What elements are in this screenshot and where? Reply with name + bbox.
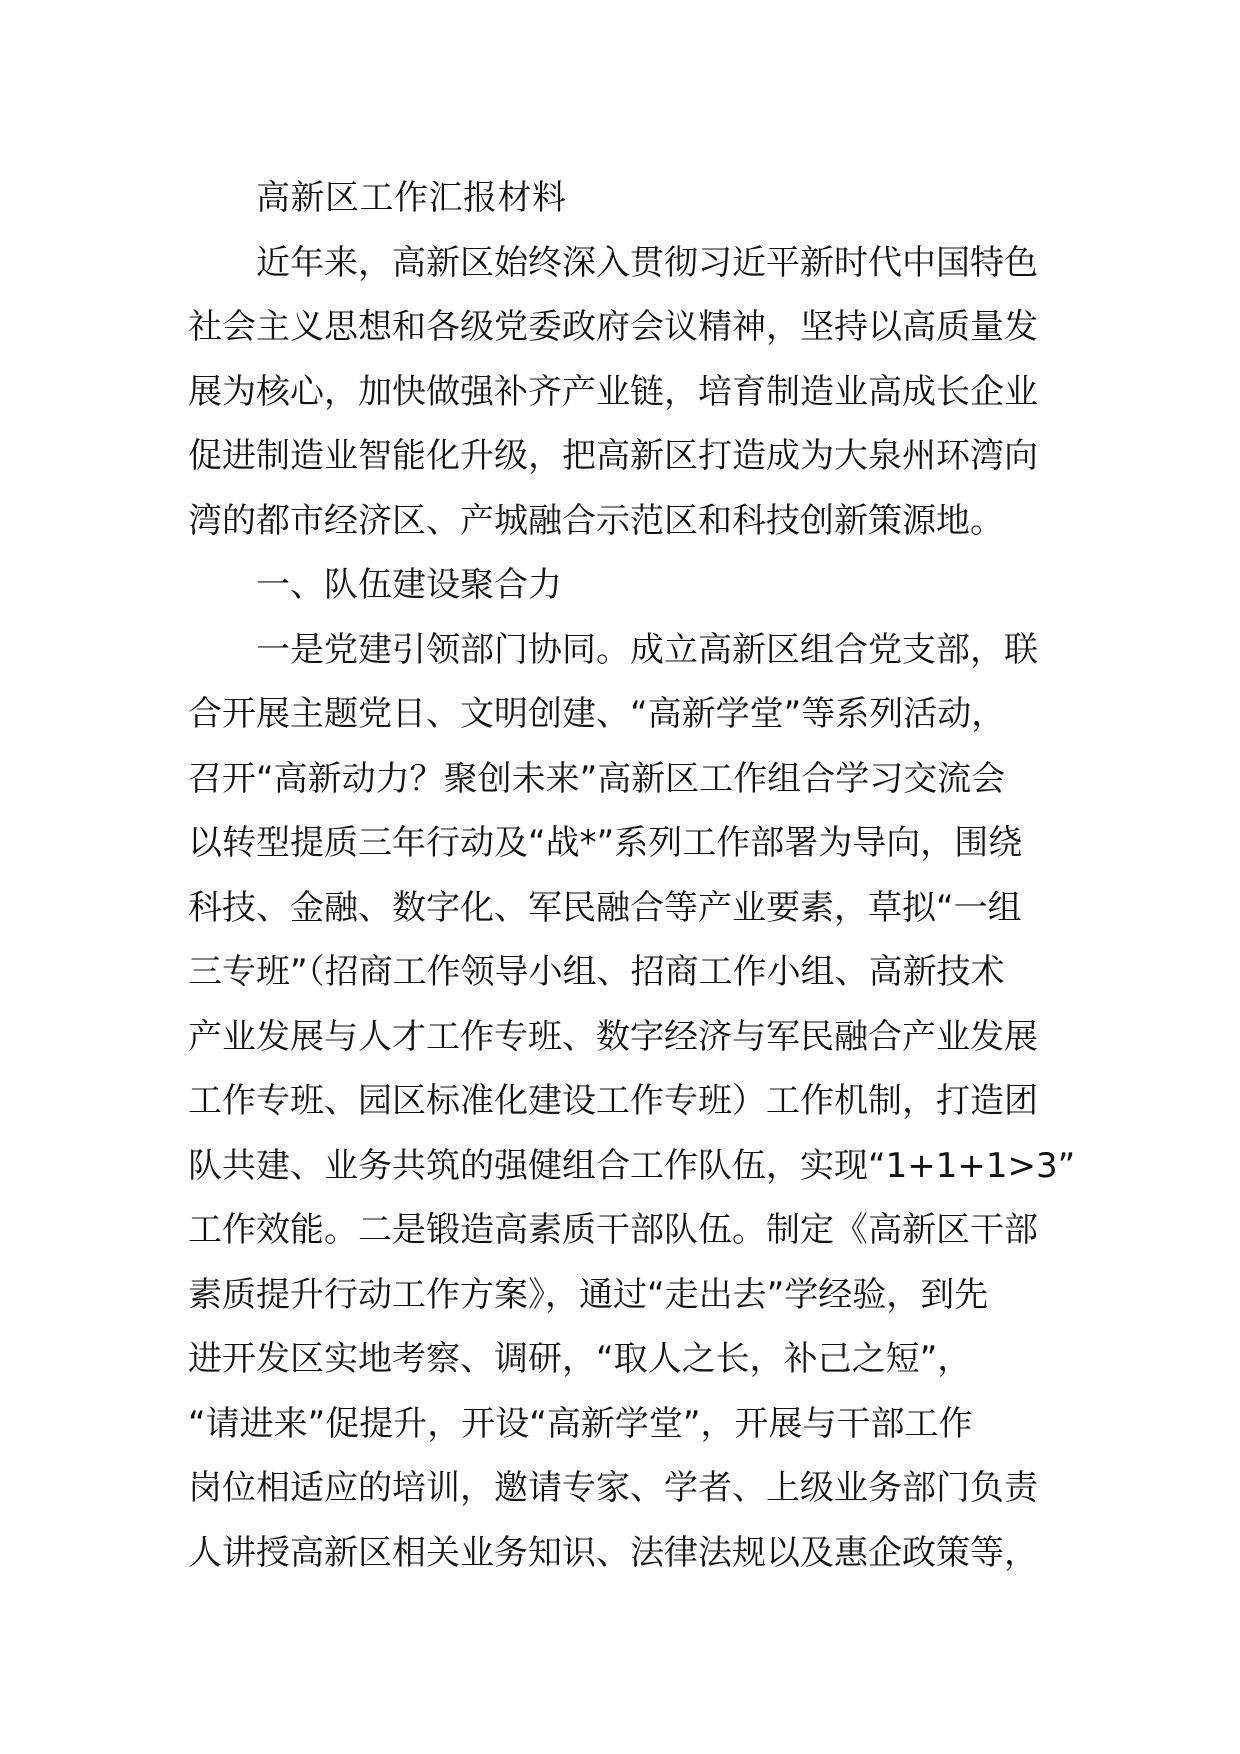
paragraph-line: 素质提升行动工作方案》，通过“走出去”学经验，到先	[188, 1274, 989, 1315]
document-body	[188, 166, 1076, 1585]
paragraph-line: 近年来，高新区始终深入贯彻习近平新时代中国特色	[256, 242, 1038, 283]
paragraph-line: 进开发区实地考察、调研，“取人之长，补己之短”，	[188, 1339, 972, 1379]
document-title: 高新区工作汇报材料	[256, 178, 567, 218]
paragraph-line: 工作效能。二是锻造高素质干部队伍。制定《高新区干部	[188, 1210, 1038, 1250]
paragraph-line: 三专班”（招商工作领导小组、招商工作小组、高新技术	[188, 952, 1005, 992]
paragraph-line: 召开“高新动力？聚创未来”高新区工作组合学习交流会	[188, 758, 1006, 799]
paragraph-line: 人讲授高新区相关业务知识、法律法规以及惠企政策等，	[188, 1532, 1038, 1573]
section-heading: 一、队伍建设聚合力	[256, 565, 562, 605]
paragraph-line: “请进来”促提升，开设“高新学堂”，开展与干部工作	[188, 1403, 973, 1444]
paragraph-line: 队共建、业务共筑的强健组合工作队伍，实现“1+1+1>3”	[188, 1145, 1076, 1186]
paragraph-line: 合开展主题党日、文明创建、“高新学堂”等系列活动，	[188, 694, 1006, 734]
paragraph-line: 湾的都市经济区、产城融合示范区和科技创新策源地。	[188, 500, 1004, 541]
paragraph-line: 社会主义思想和各级党委政府会议精神，坚持以高质量发	[188, 307, 1038, 347]
paragraph-line: 展为核心，加快做强补齐产业链，培育制造业高成长企业	[188, 371, 1038, 412]
paragraph-line: 一是党建引领部门协同。成立高新区组合党支部，联	[256, 629, 1038, 670]
paragraph-line: 产业发展与人才工作专班、数字经济与军民融合产业发展	[188, 1016, 1038, 1057]
paragraph-line: 以转型提质三年行动及“战*”系列工作部署为导向，围绕	[188, 823, 1023, 863]
paragraph-line: 工作专班、园区标准化建设工作专班）工作机制，打造团	[188, 1081, 1038, 1121]
paragraph-line: 岗位相适应的培训，邀请专家、学者、上级业务部门负责	[188, 1468, 1038, 1508]
paragraph-line: 促进制造业智能化升级，把高新区打造成为大泉州环湾向	[188, 436, 1038, 476]
paragraph-line: 科技、金融、数字化、军民融合等产业要素，草拟“一组	[188, 887, 1022, 928]
